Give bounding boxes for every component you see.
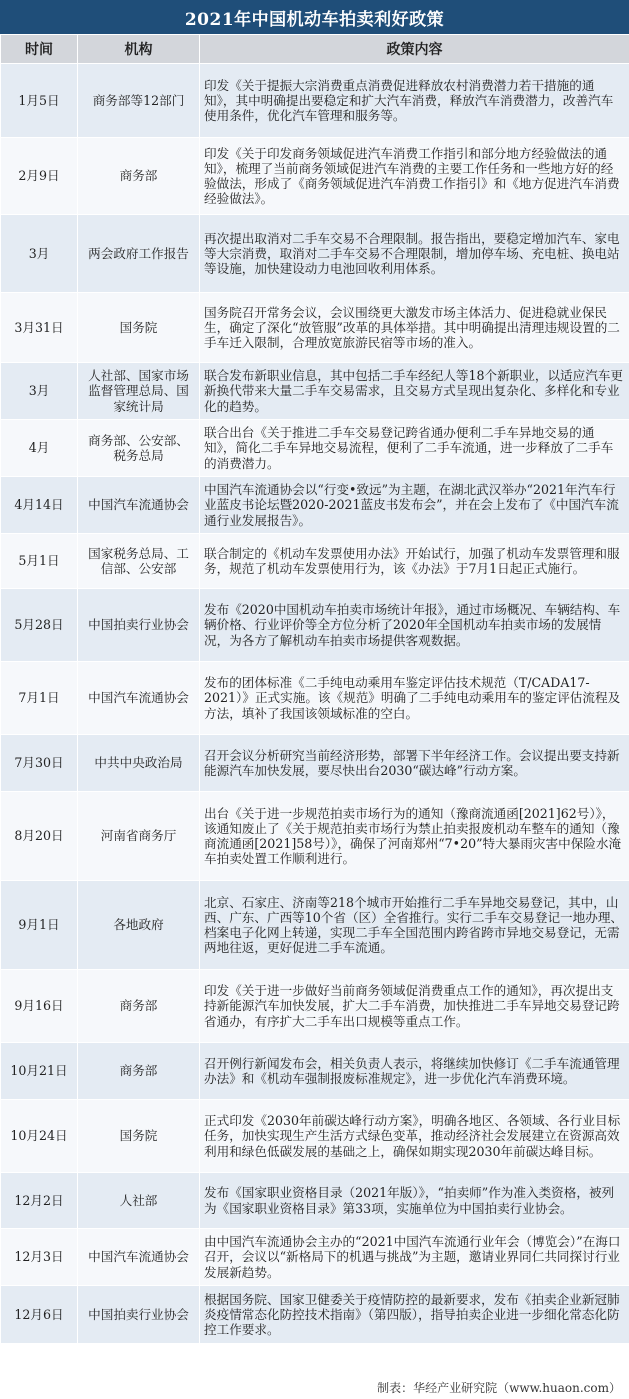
table-row bbox=[1, 1173, 629, 1229]
table-row bbox=[1, 792, 629, 881]
cell-org: 商务部 bbox=[78, 1043, 200, 1100]
cell-time: 10月21日 bbox=[1, 1043, 78, 1100]
table-row bbox=[1, 534, 629, 589]
cell-org: 中国拍卖行业协会 bbox=[78, 589, 200, 662]
cell-time: 1月5日 bbox=[1, 64, 78, 138]
cell-time: 7月30日 bbox=[1, 735, 78, 792]
header-org: 机构 bbox=[78, 35, 200, 64]
cell-time: 3月 bbox=[1, 215, 78, 293]
cell-time: 12月3日 bbox=[1, 1229, 78, 1286]
cell-org: 中国拍卖行业协会 bbox=[78, 1286, 200, 1344]
cell-org: 中国汽车流通协会 bbox=[78, 662, 200, 735]
cell-time: 12月6日 bbox=[1, 1286, 78, 1344]
cell-org: 国务院 bbox=[78, 293, 200, 363]
cell-time: 9月16日 bbox=[1, 970, 78, 1043]
table-row bbox=[1, 477, 629, 534]
cell-content: 中国汽车流通协会以“行变•致远”为主题，在湖北武汉举办“2021年汽车行业蓝皮书论坛暨2020-2021蓝皮书发布会”，并在会上发布了《中国汽车流通行业发展报告》。 bbox=[200, 477, 629, 534]
table-row bbox=[1, 589, 629, 662]
cell-time: 7月1日 bbox=[1, 662, 78, 735]
cell-content: 发布《2020中国机动车拍卖市场统计年报》，通过市场概况、车辆结构、车辆价格、行业评价等全方位分析了2020年全国机动车拍卖市场的发展情况，为各方了解机动车拍卖市场提供客观数据。 bbox=[200, 589, 629, 662]
cell-time: 10月24日 bbox=[1, 1100, 78, 1173]
cell-time: 5月1日 bbox=[1, 534, 78, 589]
table-row bbox=[1, 1043, 629, 1100]
cell-content: 发布的团体标准《二手纯电动乘用车鉴定评估技术规范（T/CADA17-2021）》正式实施。该《规范》明确了二手纯电动乘用车的鉴定评估流程及方法，填补了我国该领域标准的空白。 bbox=[200, 662, 629, 735]
cell-org: 商务部、公安部、税务总局 bbox=[78, 420, 200, 477]
cell-time: 5月28日 bbox=[1, 589, 78, 662]
cell-org: 中共中央政治局 bbox=[78, 735, 200, 792]
table-row bbox=[1, 1286, 629, 1344]
cell-content: 根据国务院、国家卫健委关于疫情防控的最新要求，发布《拍卖企业新冠肺炎疫情常态化防控技术指南》（第四版），指导拍卖企业进一步细化常态化防控工作要求。 bbox=[200, 1286, 629, 1344]
cell-content: 联合出台《关于推进二手车交易登记跨省通办便利二手车异地交易的通知》，简化二手车异地交易流程，便利了二手车流通，进一步释放了二手车的消费潜力。 bbox=[200, 420, 629, 477]
cell-org: 人社部 bbox=[78, 1173, 200, 1229]
cell-org: 各地政府 bbox=[78, 881, 200, 970]
header-time: 时间 bbox=[1, 35, 78, 64]
cell-content: 发布《国家职业资格目录（2021年版）》，“拍卖师”作为准入类资格，被列为《国家职业资格目录》第33项，实施单位为中国拍卖行业协会。 bbox=[200, 1173, 629, 1229]
cell-time: 4月 bbox=[1, 420, 78, 477]
header-row bbox=[1, 35, 629, 64]
cell-content: 召开会议分析研究当前经济形势，部署下半年经济工作。会议提出要支持新能源汽车加快发展，要尽快出台2030“碳达峰”行动方案。 bbox=[200, 735, 629, 792]
cell-org: 两会政府工作报告 bbox=[78, 215, 200, 293]
table-row bbox=[1, 138, 629, 215]
cell-org: 国家税务总局、工信部、公安部 bbox=[78, 534, 200, 589]
cell-time: 3月31日 bbox=[1, 293, 78, 363]
cell-org: 人社部、国家市场监督管理总局、国家统计局 bbox=[78, 363, 200, 420]
policy-table bbox=[0, 34, 629, 1344]
cell-time: 9月1日 bbox=[1, 881, 78, 970]
table-row bbox=[1, 363, 629, 420]
header-content: 政策内容 bbox=[200, 35, 629, 64]
table-row bbox=[1, 420, 629, 477]
cell-content: 召开例行新闻发布会，相关负责人表示，将继续加快修订《二手车流通管理办法》和《机动车强制报废标准规定》，进一步优化汽车消费环境。 bbox=[200, 1043, 629, 1100]
cell-content: 由中国汽车流通协会主办的“2021中国汽车流通行业年会（博览会）”在海口召开，会议以“新格局下的机遇与挑战”为主题，邀请业界同仁共同探讨行业发展新趋势。 bbox=[200, 1229, 629, 1286]
cell-time: 8月20日 bbox=[1, 792, 78, 881]
table-row bbox=[1, 662, 629, 735]
table-body bbox=[1, 64, 629, 1344]
cell-time: 12月2日 bbox=[1, 1173, 78, 1229]
table-row bbox=[1, 1229, 629, 1286]
cell-org: 中国汽车流通协会 bbox=[78, 1229, 200, 1286]
cell-content: 联合发布新职业信息，其中包括二手车经纪人等18个新职业，以适应汽车更新换代带来大量二手车交易需求，且交易方式呈现出复杂化、多样化和专业化的趋势。 bbox=[200, 363, 629, 420]
cell-content: 联合制定的《机动车发票使用办法》开始试行，加强了机动车发票管理和服务，规范了机动车发票使用行为，该《办法》于7月1日起正式施行。 bbox=[200, 534, 629, 589]
source-footer: 制表：华经产业研究院（www.huaon.com） bbox=[377, 1381, 621, 1395]
cell-content: 北京、石家庄、济南等218个城市开始推行二手车异地交易登记，其中，山西、广东、广西等10个省（区）全省推行。实行二手车交易登记一地办理、档案电子化网上转递，实现二手车全国范围内跨省跨市异地交易登记，无需两地往返，更好促进二手车流通。 bbox=[200, 881, 629, 970]
cell-content: 正式印发《2030年前碳达峰行动方案》，明确各地区、各领域、各行业目标任务，加快实现生产生活方式绿色变革，推动经济社会发展建立在资源高效利用和绿色低碳发展的基础之上，确保如期实现2030年前碳达峰目标。 bbox=[200, 1100, 629, 1173]
table-row bbox=[1, 970, 629, 1043]
cell-org: 中国汽车流通协会 bbox=[78, 477, 200, 534]
cell-time: 2月9日 bbox=[1, 138, 78, 215]
cell-time: 3月 bbox=[1, 363, 78, 420]
cell-time: 4月14日 bbox=[1, 477, 78, 534]
cell-content: 国务院召开常务会议，会议围绕更大激发市场主体活力、促进稳就业保民生，确定了深化“放管服”改革的具体举措。其中明确提出清理违规设置的二手车迁入限制，合理放宽旅游民宿等市场的准入。 bbox=[200, 293, 629, 363]
table-row bbox=[1, 215, 629, 293]
cell-org: 商务部 bbox=[78, 970, 200, 1043]
table-title: 2021年中国机动车拍卖利好政策 bbox=[0, 0, 629, 34]
cell-content: 再次提出取消对二手车交易不合理限制。报告指出，要稳定增加汽车、家电等大宗消费，取消对二手车交易不合理限制，增加停车场、充电桩、换电站等设施，加快建设动力电池回收利用体系。 bbox=[200, 215, 629, 293]
cell-content: 印发《关于提振大宗消费重点消费促进释放农村消费潜力若干措施的通知》，其中明确提出要稳定和扩大汽车消费，释放汽车消费潜力，改善汽车使用条件，优化汽车管理和服务等。 bbox=[200, 64, 629, 138]
table-row bbox=[1, 64, 629, 138]
cell-org: 河南省商务厅 bbox=[78, 792, 200, 881]
cell-org: 国务院 bbox=[78, 1100, 200, 1173]
cell-content: 印发《关于进一步做好当前商务领域促消费重点工作的通知》，再次提出支持新能源汽车加快发展，扩大二手车消费，加快推进二手车异地交易登记跨省通办，有序扩大二手车出口规模等重点工作。 bbox=[200, 970, 629, 1043]
cell-org: 商务部 bbox=[78, 138, 200, 215]
table-row bbox=[1, 881, 629, 970]
table-row bbox=[1, 293, 629, 363]
cell-content: 印发《关于印发商务领域促进汽车消费工作指引和部分地方经验做法的通知》，梳理了当前商务领域促进汽车消费的主要工作任务和一些地方好的经验做法，形成了《商务领域促进汽车消费工作指引》和《地方促进汽车消费经验做法》。 bbox=[200, 138, 629, 215]
cell-content: 出台《关于进一步规范拍卖市场行为的通知（豫商流通函[2021]62号）》，该通知废止了《关于规范拍卖市场行为禁止拍卖报废机动车整车的通知（豫商流通函[2021]58号）》，确保了河南郑州“7•20”特大暴雨灾害中保险水淹车拍卖处置工作顺利进行。 bbox=[200, 792, 629, 881]
table-row bbox=[1, 1100, 629, 1173]
cell-org: 商务部等12部门 bbox=[78, 64, 200, 138]
table-row bbox=[1, 735, 629, 792]
